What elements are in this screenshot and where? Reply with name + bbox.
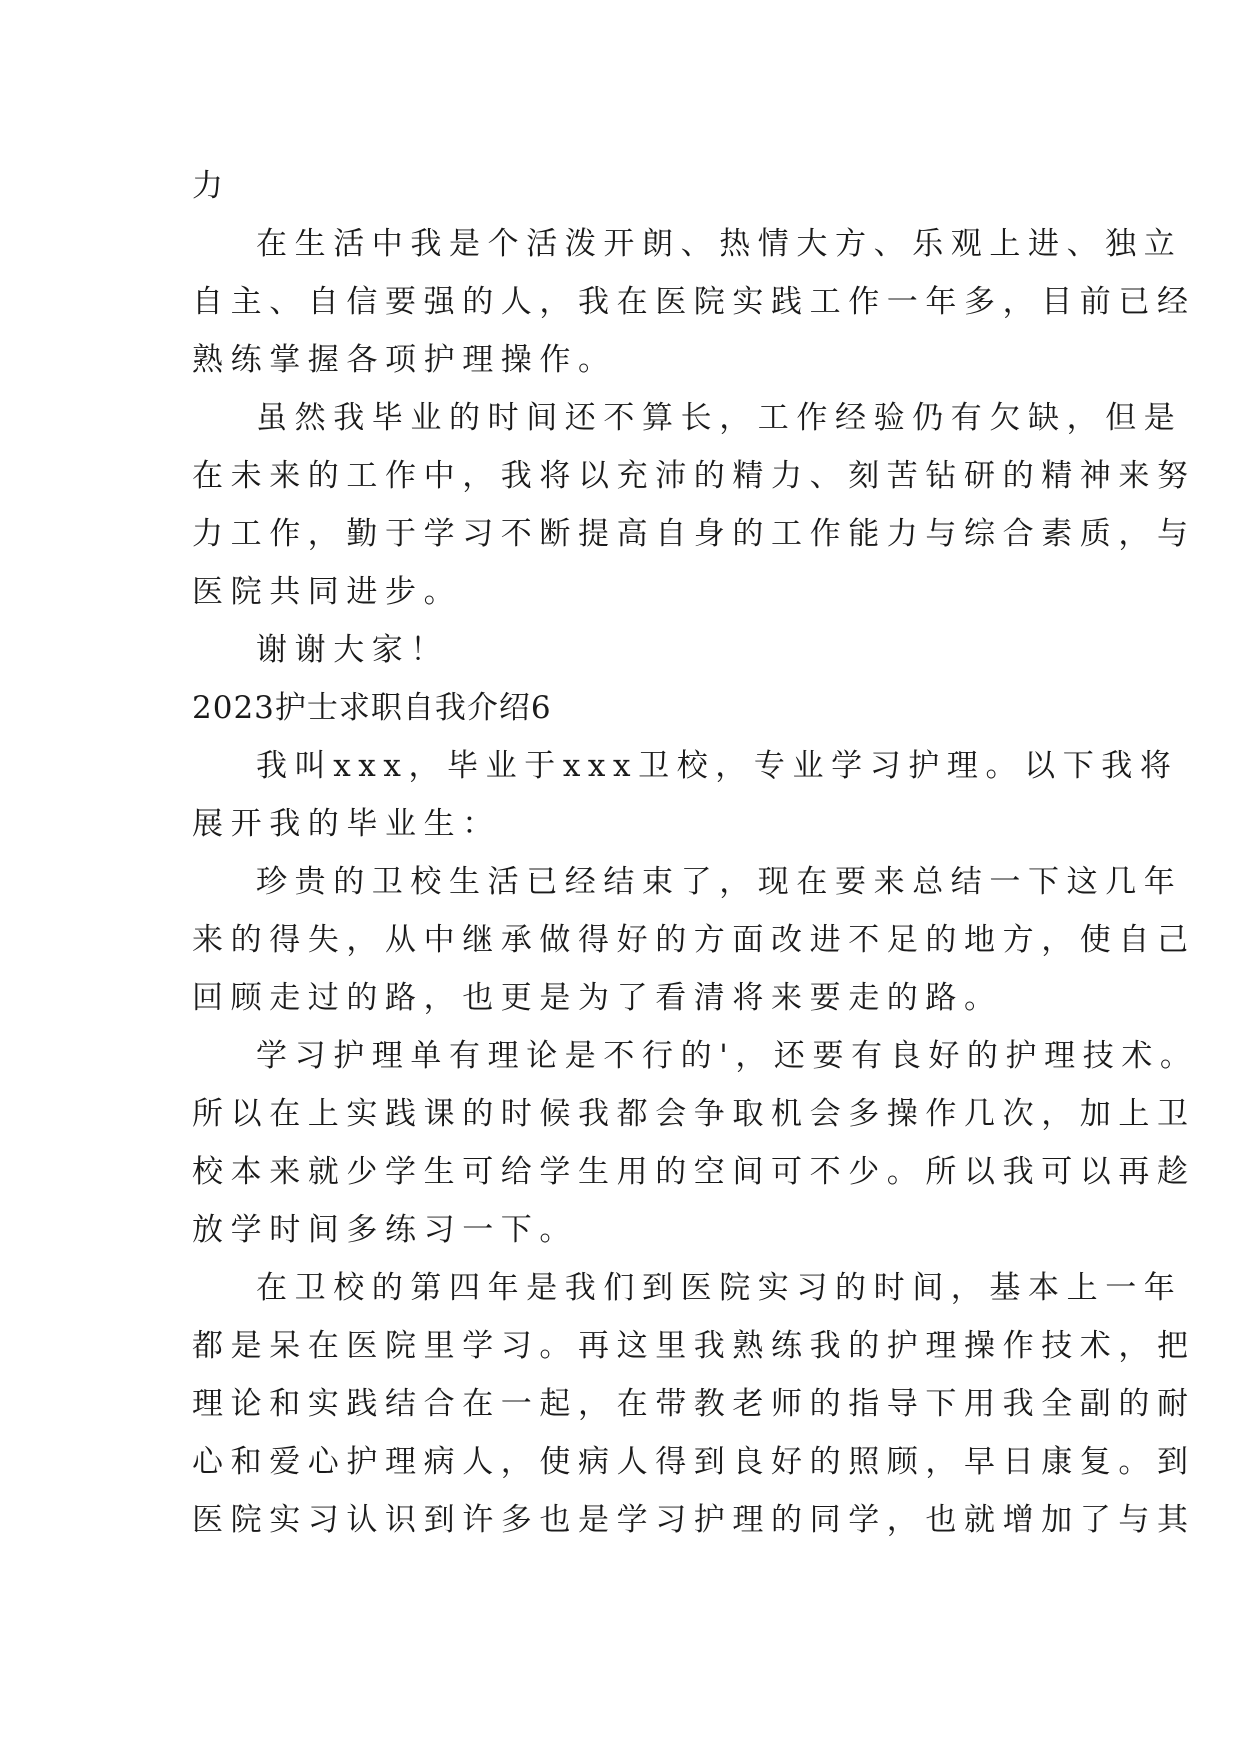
- text-line: 所以在上实践课的时候我都会争取机会多操作几次，加上卫: [192, 1096, 1196, 1132]
- text-line: 熟练掌握各项护理操作。: [192, 342, 617, 378]
- paragraph-first-line: 虽然我毕业的时间还不算长，工作经验仍有欠缺，但是: [256, 400, 1183, 436]
- text-line: 力工作，勤于学习不断提高自身的工作能力与综合素质，与: [192, 516, 1196, 552]
- paragraph-first-line: 我叫xxx，毕业于xxx卫校，专业学习护理。以下我将: [256, 748, 1179, 784]
- paragraph-first-line: 谢谢大家！: [256, 632, 449, 668]
- paragraph-first-line: 珍贵的卫校生活已经结束了，现在要来总结一下这几年: [256, 864, 1183, 900]
- paragraph-first-line: 学习护理单有理论是不行的'，还要有良好的护理技术。: [256, 1038, 1199, 1074]
- text-line: 医院实习认识到许多也是学习护理的同学，也就增加了与其: [192, 1502, 1196, 1538]
- text-line: 力: [192, 168, 231, 204]
- text-line: 心和爱心护理病人，使病人得到良好的照顾，早日康复。到: [192, 1444, 1196, 1480]
- text-line: 理论和实践结合在一起，在带教老师的指导下用我全副的耐: [192, 1386, 1196, 1422]
- text-line: 校本来就少学生可给学生用的空间可不少。所以我可以再趁: [192, 1154, 1196, 1190]
- text-line: 医院共同进步。: [192, 574, 463, 610]
- text-line: 在未来的工作中，我将以充沛的精力、刻苦钻研的精神来努: [192, 458, 1196, 494]
- text-line: 自主、自信要强的人，我在医院实践工作一年多，目前已经: [192, 284, 1196, 320]
- paragraph-first-line: 在生活中我是个活泼开朗、热情大方、乐观上进、独立: [256, 226, 1183, 262]
- text-line: 来的得失，从中继承做得好的方面改进不足的地方，使自己: [192, 922, 1196, 958]
- text-line: 回顾走过的路，也更是为了看清将来要走的路。: [192, 980, 1003, 1016]
- text-line: 都是呆在医院里学习。再这里我熟练我的护理操作技术，把: [192, 1328, 1196, 1364]
- text-line: 放学时间多练习一下。: [192, 1212, 578, 1248]
- paragraph-first-line: 在卫校的第四年是我们到医院实习的时间，基本上一年: [256, 1270, 1183, 1306]
- text-line: 展开我的毕业生：: [192, 806, 501, 842]
- section-heading: 2023护士求职自我介绍6: [192, 690, 552, 726]
